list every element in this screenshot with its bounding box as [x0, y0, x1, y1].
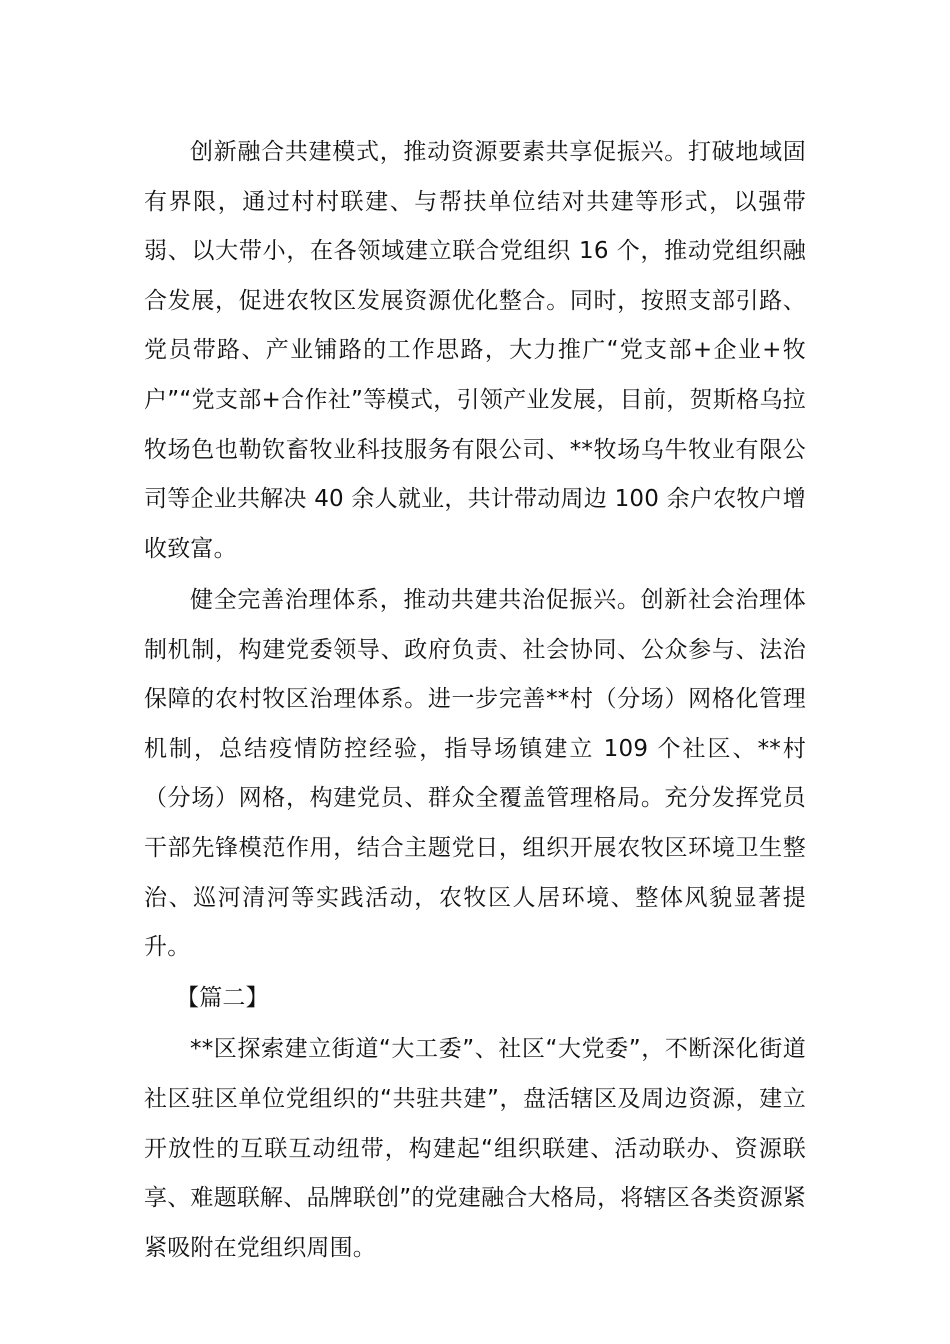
- paragraph-governance-system: 健全完善治理体系，推动共建共治促振兴。创新社会治理体制机制，构建党委领导、政府负责、社会协同、公众参与、法治保障的农村牧区治理体系。进一步完善**村（分场）网格化管理机制，总结疫情防控经验，指导场镇建立 109 个社区、**村（分场）网格，构建党员、群众全覆盖管理格局。充分发挥党员干部先锋模范作用，结合主题党日，组织开展农牧区环境卫生整治、巡河清河等实践活动，农牧区人居环境、整体风貌显著提升。: [144, 586, 806, 961]
- section-heading: 【篇二】: [176, 985, 269, 1012]
- document-body: [144, 128, 806, 1275]
- paragraph-district-co-building: **区探索建立街道“大工委”、社区“大党委”，不断深化街道社区驻区单位党组织的“共驻共建”，盘活辖区及周边资源，建立开放性的互联互动纽带，构建起“组织联建、活动联办、资源联享、难题联解、品牌联创”的党建融合大格局，将辖区各类资源紧紧吸附在党组织周围。: [144, 1036, 806, 1261]
- paragraph-resource-sharing: 创新融合共建模式，推动资源要素共享促振兴。打破地域固有界限，通过村村联建、与帮扶单位结对共建等形式，以强带弱、以大带小，在各领域建立联合党组织 16 个，推动党组织融合发展，促进农牧区发展资源优化整合。同时，按照支部引路、党员带路、产业铺路的工作思路，大力推广“党支部+企业+牧户”“党支部+合作社”等模式，引领产业发展，目前，贺斯格乌拉牧场色也勒钦畜牧业科技服务有限公司、**牧场乌牛牧业有限公司等企业共解决 40 余人就业，共计带动周边 100 余户农牧户增收致富。: [144, 139, 806, 562]
